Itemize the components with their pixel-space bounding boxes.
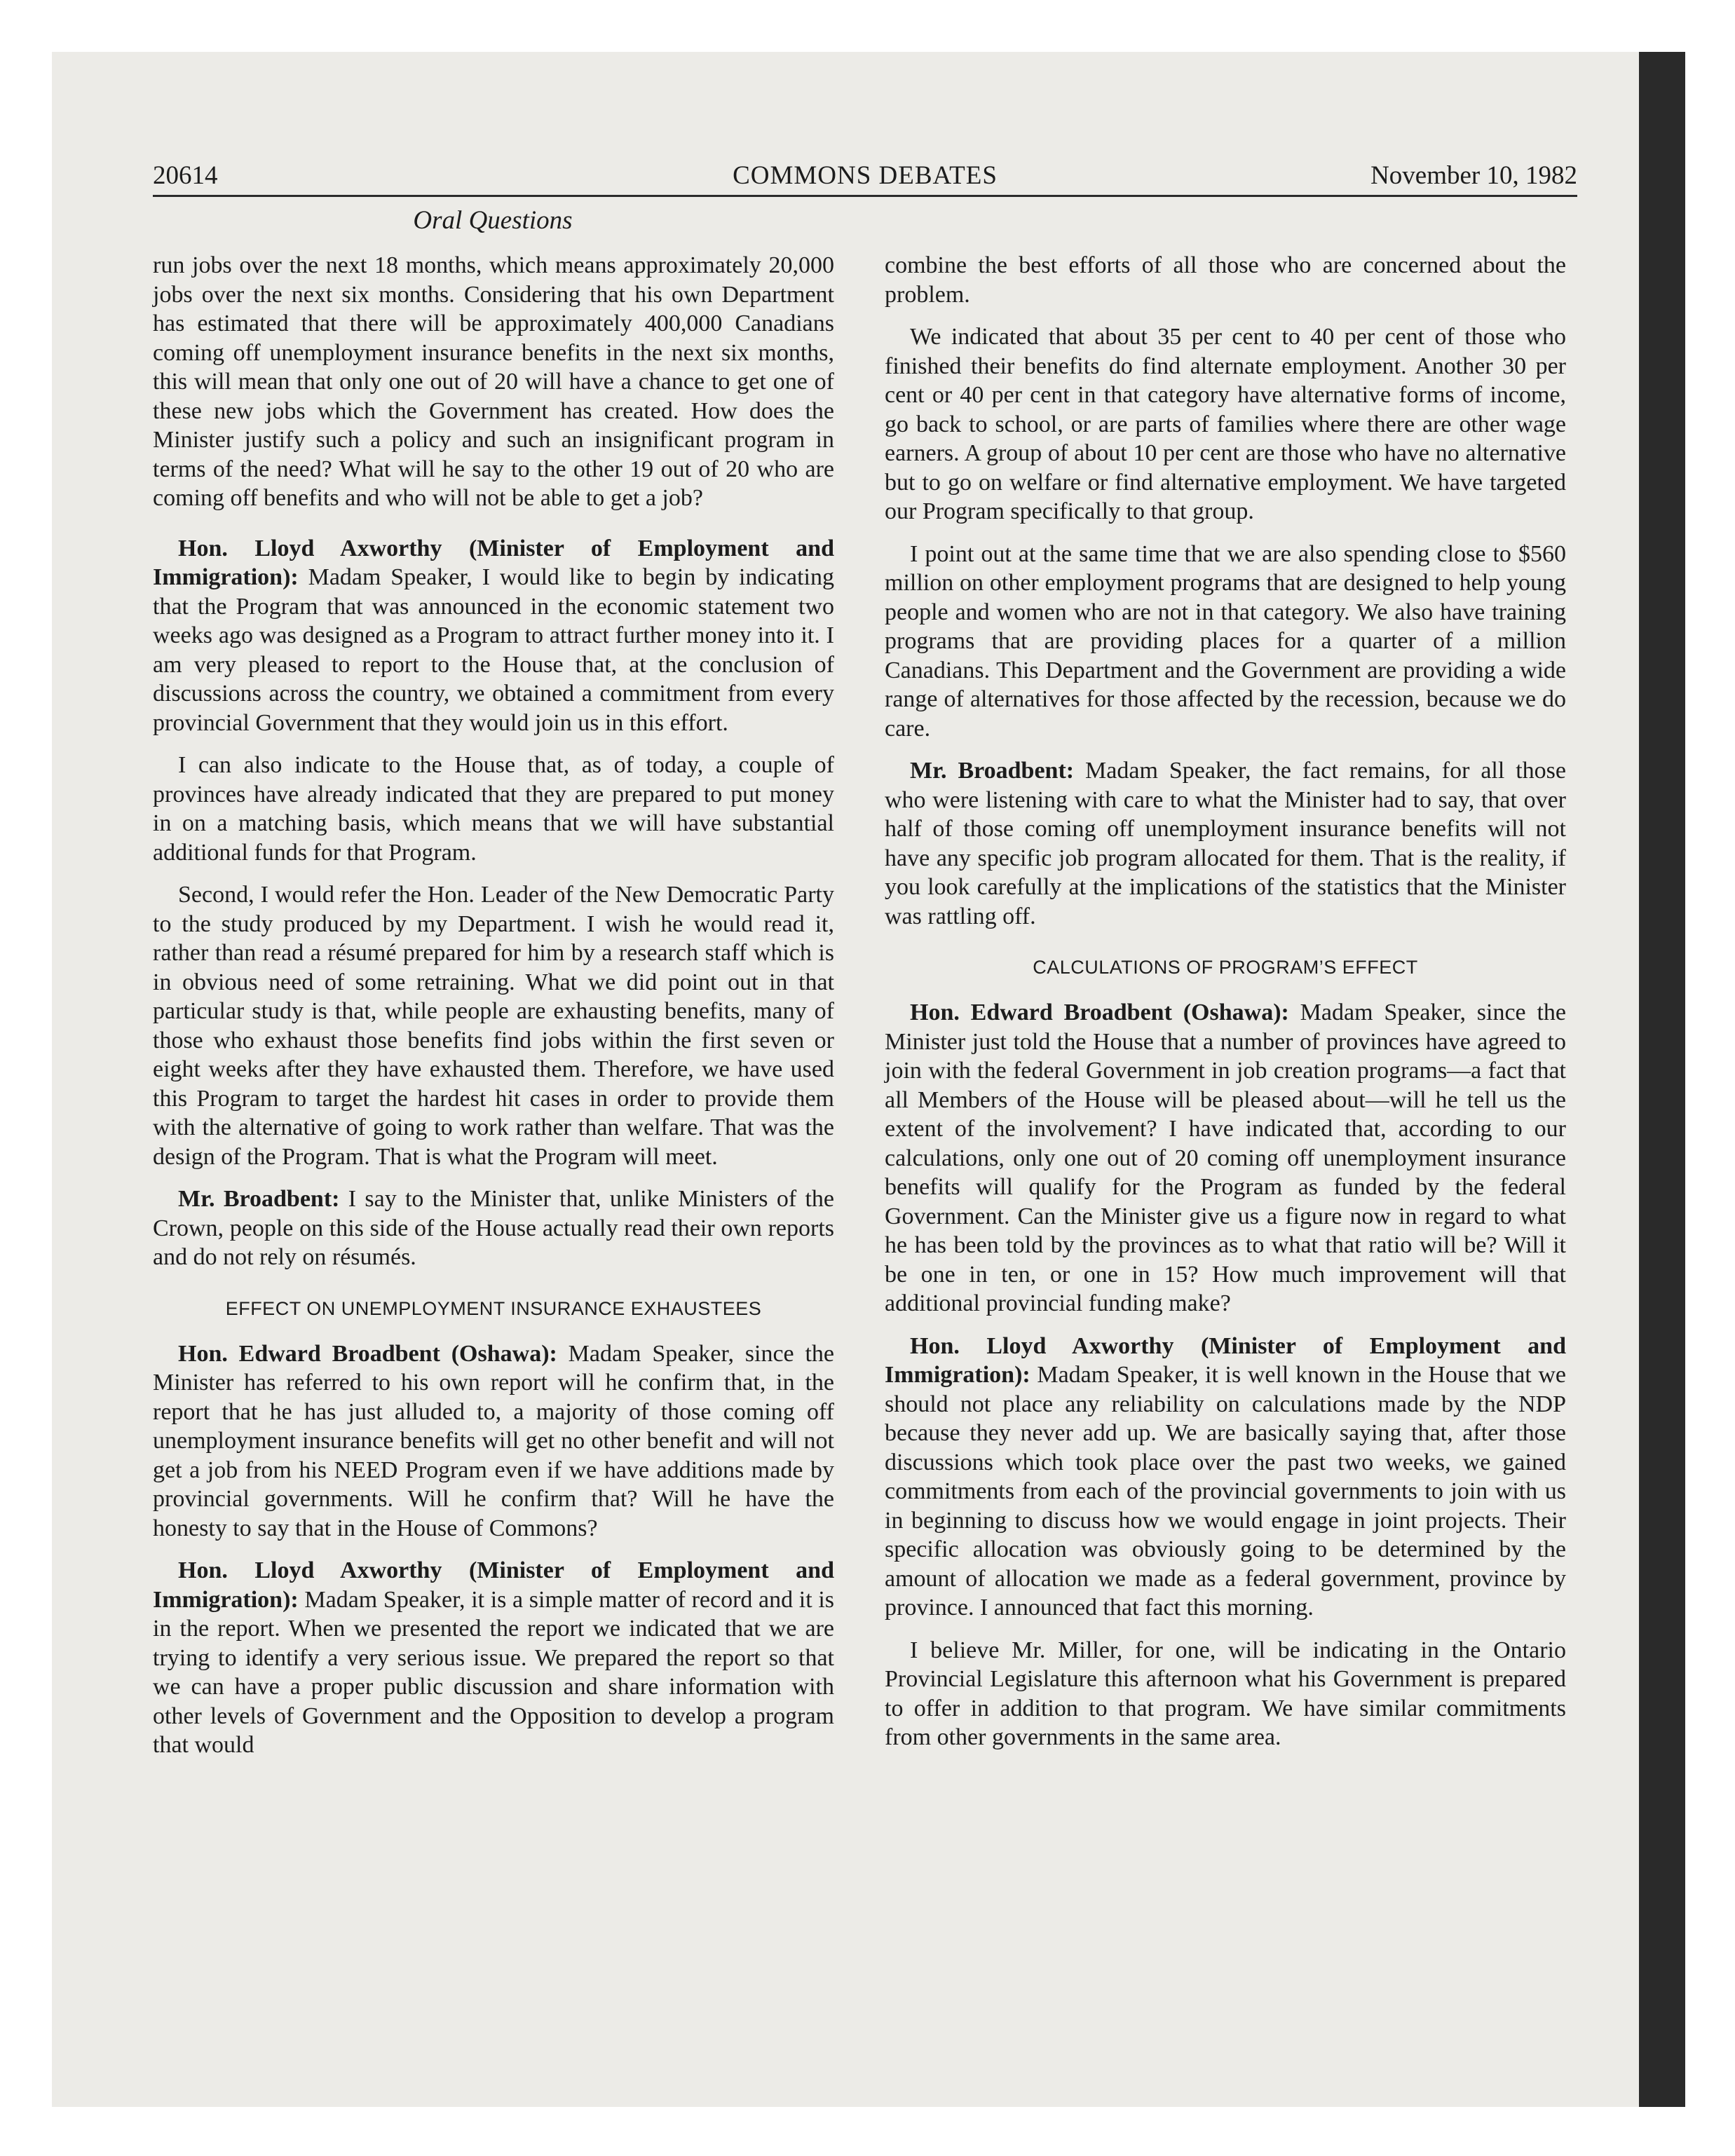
paragraph: I believe Mr. Miller, for one, will be indicating in the Ontario Provincial Legislature this afternoon what his Government is prepared to offer in addition to that program. We have similar commitments from other governments in the same area. <box>885 1637 1566 1750</box>
paragraph <box>885 1332 1566 1623</box>
header-date: November 10, 1982 <box>1370 161 1577 190</box>
paragraph <box>153 1185 834 1272</box>
speech-text: Madam Speaker, the fact remains, for all those who were listening with care to what the Minister had to say, that over half of those coming off unemployment insurance benefits will not have any specific job program allocated for them. That is the reality, if you look carefully at the implications of the statistics that the Minister was rattling off. <box>885 758 1566 929</box>
paragraph <box>153 534 834 738</box>
paragraph: We indicated that about 35 per cent to 40 per cent of those who finished their benefits do find alternate employment. Another 30 per cent or 40 per cent in that category have alternative forms of income, go back to school, or are parts of families where there are other wage earners. A group of about 10 per cent are those who have no alternative but to go on welfare or find alternative employment. We have targeted our Program specifically to that group. <box>885 324 1566 524</box>
paragraph: combine the best efforts of all those who are concerned about the problem. <box>885 252 1566 308</box>
paragraph <box>153 1556 834 1760</box>
speech-text: Madam Speaker, it is well known in the House that we should not place any reliability on calculations made by the NDP because they never add up. We are basically saying that, after those discussions which took place over the past two weeks, we gained commitments from each of the provincial governments to join with us in beginning to discuss how we would engage in joint projects. Their specific allocation was obviously going to be determined by the amount of allocation we made as a federal government, province by province. I announced that fact this morning. <box>885 1362 1566 1621</box>
paragraph: run jobs over the next 18 months, which means approximately 20,000 jobs over the next six months. Considering that his own Department has estimated that there will be approximately 400,000 Canadians coming off unemployment insurance benefits in the next six months, this will mean that only one out of 20 will have a chance to get one of these new jobs which the Government has created. How does the Minister justify such a policy and such an insignificant program in terms of the need? What will he say to the other 19 out of 20 who are coming off benefits and who will not be able to get a job? <box>153 252 834 511</box>
right-column <box>885 251 1566 1766</box>
paragraph <box>153 1339 834 1543</box>
section-running-head: Oral Questions <box>413 206 573 235</box>
paragraph: I point out at the same time that we are also spending close to $560 million on other employment programs that are designed to help young people and women who are not in that category. We also have training programs that are providing places for a quarter of a million Canadians. This Department and the Government are providing a wide range of alternatives for those affected by the recession, because we do care. <box>885 540 1566 742</box>
paragraph <box>885 756 1566 931</box>
speech-text: Madam Speaker, since the Minister just told the House that a number of provinces have agreed to join with the federal Government in job creation programs—a fact that all Members of the House will be pleased about—will he tell us the extent of the involvement? I have indicated that, according to our calculations, only one out of 20 coming off unemployment insurance benefits will qualify for the Program as funded by the federal Government. Can the Minister give us a figure now in regard to what he has been told by the provinces as to what that ratio will be? Will it be one in ten, or one in 15? How much improvement will that additional provincial funding make? <box>885 999 1566 1316</box>
speaker-name: Mr. Broadbent: <box>178 1186 340 1212</box>
paragraph: I can also indicate to the House that, as of today, a couple of provinces have already indicated that they are prepared to put money in on a matching basis, which means that we will have substantial additional funds for that Program. <box>153 752 834 866</box>
speech-text: I say to the Minister that, unlike Ministers of the Crown, people on this side of the House actually read their own reports and do not rely on résumés. <box>153 1186 834 1270</box>
speaker-name: Hon. Edward Broadbent (Oshawa): <box>910 999 1289 1025</box>
speech-text: Madam Speaker, it is a simple matter of record and it is in the report. When we presented the report we indicated that we are trying to identify a very serious issue. We prepared the report so that we can have a proper public discussion and share information with other levels of Government and the Opposition to develop a program that would <box>153 1586 834 1758</box>
page-header <box>153 160 1577 197</box>
page-number: 20614 <box>153 161 218 190</box>
speech-text: Madam Speaker, since the Minister has referred to his own report will he confirm that, in the report that he has just alluded to, a majority of those coming off unemployment insurance benefits will get no other benefit and will not get a job from his NEED Program even if we have additions made by provincial governments. Will he confirm that? Will he have the honesty to say that in the House of Commons? <box>153 1340 834 1541</box>
speaker-name: Hon. Lloyd Axworthy (Minister of Employment and Immigration): <box>153 535 834 590</box>
section-subheading: EFFECT ON UNEMPLOYMENT INSURANCE EXHAUSTEES <box>225 1297 762 1319</box>
speaker-name: Hon. Lloyd Axworthy (Minister of Employment and Immigration): <box>885 1332 1566 1388</box>
left-column <box>153 251 834 1773</box>
paragraph: Second, I would refer the Hon. Leader of the New Democratic Party to the study produced by my Department. I wish he would read it, rather than read a résumé prepared for him by a research staff which is in obvious need of some retraining. What we did point out in that particular study is that, while people are exhausting benefits, many of those who exhaust those benefits find jobs within the first seven or eight weeks after they have exhausted them. Therefore, we have used this Program to target the hardest hit cases in order to provide them with the alternative of going to work rather than welfare. That was the design of the Program. That is what the Program will meet. <box>153 882 834 1170</box>
scan-edge-shadow <box>1639 52 1685 2107</box>
speaker-name: Hon. Lloyd Axworthy (Minister of Employment and Immigration): <box>153 1557 834 1613</box>
paragraph <box>885 998 1566 1318</box>
journal-title: COMMONS DEBATES <box>733 161 998 190</box>
speaker-name: Mr. Broadbent: <box>910 758 1075 784</box>
speaker-name: Hon. Edward Broadbent (Oshawa): <box>178 1340 557 1367</box>
speech-text: Madam Speaker, I would like to begin by indicating that the Program that was announced in the economic statement two weeks ago was designed as a Program to attract further money into it. I am very pleased to report to the House that, at the conclusion of discussions across the country, we obtained a commitment from every provincial Government that they would join us in this effort. <box>153 564 834 736</box>
section-subheading: CALCULATIONS OF PROGRAM’S EFFECT <box>1033 957 1418 978</box>
